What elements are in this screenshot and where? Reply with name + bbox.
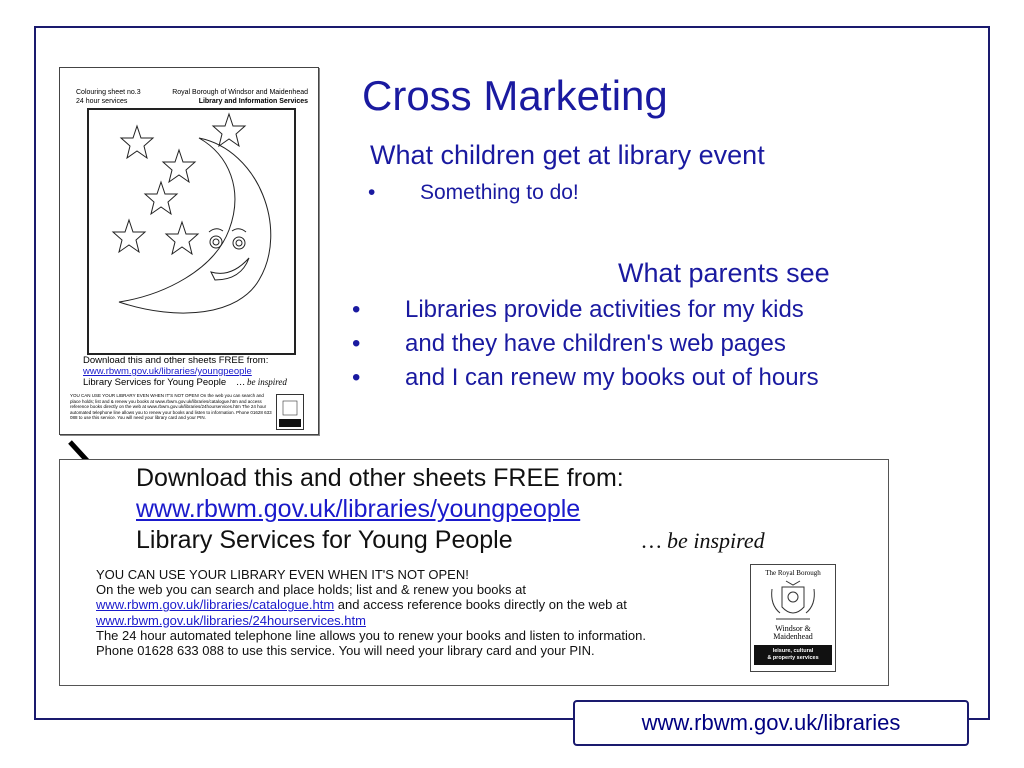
sheet-download-block xyxy=(83,355,287,388)
seal-name-2: Maidenhead xyxy=(773,632,813,641)
star-shape xyxy=(121,126,153,158)
sheet-header-right xyxy=(172,88,308,106)
moon-shape xyxy=(119,138,271,313)
borough-seal-logo xyxy=(750,564,836,672)
panel-line-2: On the web you can search and place holds; list and & renew you books at xyxy=(96,582,526,598)
seal-top-text: The Royal Borough xyxy=(765,569,821,577)
footer-url-box xyxy=(573,700,969,746)
panel-line-6: Phone 01628 633 088 to use this service. You will need your library card and your PIN. xyxy=(96,643,595,659)
slide-title: Cross Marketing xyxy=(362,72,668,119)
panel-line-1: YOU CAN USE YOUR LIBRARY EVEN WHEN IT'S NOT OPEN! xyxy=(96,567,469,582)
sheet-url-link[interactable]: www.rbwm.gov.uk/libraries/youngpeople xyxy=(83,366,252,377)
panel-download-text: Download this and other sheets FREE from: xyxy=(136,464,624,492)
panel-line-3-rest: and access reference books directly on the web at xyxy=(334,597,627,613)
sheet-services-line xyxy=(83,377,287,388)
crest-icon xyxy=(768,579,818,625)
star-shape xyxy=(145,182,177,214)
bullet-dot: • xyxy=(352,330,361,357)
sheet-seal-logo xyxy=(276,394,304,430)
sheet-small-print: YOU CAN USE YOUR LIBRARY EVEN WHEN IT'S NOT OPEN! On the web you can search and place holds; list and & renew you books at www.rbwm.gov.uk/libraries/catalogue.htm and access reference books directly on the web at www.rbwm.gov.uk/libraries/24hourservices.htm The 24 hour automated telephone line allows you to renew your books and listen to information. Phone 01628 633 088 to use this service. You will need your library card and your PIN. xyxy=(70,393,272,421)
panel-line-5: The 24 hour automated telephone line allows you to renew your books and listen to information. xyxy=(96,627,646,643)
children-bullet xyxy=(368,181,579,205)
panel-inspired-text: … be inspired xyxy=(642,528,765,553)
children-bullet-text: Something to do! xyxy=(420,181,579,204)
seal-band-1: leisure, cultural xyxy=(772,648,814,654)
seal-name xyxy=(751,625,835,641)
colouring-sheet-thumbnail xyxy=(59,67,319,435)
sheet-services-text: Library Services for Young People xyxy=(83,377,227,388)
catalogue-link[interactable]: www.rbwm.gov.uk/libraries/catalogue.htm xyxy=(96,597,335,613)
moon-stars-drawing xyxy=(87,108,296,355)
sheet-header-right-1: Royal Borough of Windsor and Maidenhead xyxy=(172,89,308,96)
parents-heading: What parents see xyxy=(618,258,830,288)
star-shape xyxy=(113,220,145,252)
download-info-panel xyxy=(59,459,889,686)
panel-url-link[interactable]: www.rbwm.gov.uk/libraries/youngpeople xyxy=(136,495,581,523)
sheet-header-right-2: Library and Information Services xyxy=(198,98,308,105)
bullet-dot: • xyxy=(368,181,376,204)
sheet-download-text: Download this and other sheets FREE from: xyxy=(83,355,269,366)
sheet-header xyxy=(76,88,308,106)
parents-bullet xyxy=(352,364,819,398)
children-heading: What children get at library event xyxy=(370,140,765,170)
parents-bullet-list xyxy=(352,296,819,398)
panel-small-print xyxy=(96,567,646,658)
parents-bullet-text: and they have children's web pages xyxy=(405,330,786,357)
parents-bullet-text: Libraries provide activities for my kids xyxy=(405,296,804,323)
bullet-dot: • xyxy=(352,296,361,323)
seal-band xyxy=(754,645,832,665)
parents-bullet-text: and I can renew my books out of hours xyxy=(405,364,819,391)
sheet-header-left-2: 24 hour services xyxy=(76,98,128,105)
footer-url-link[interactable]: www.rbwm.gov.uk/libraries xyxy=(641,710,901,735)
panel-services-text: Library Services for Young People xyxy=(136,526,513,554)
sheet-inspired-text: … be inspired xyxy=(236,377,287,387)
seal-name-1: Windsor & xyxy=(775,624,811,633)
moon-stars-illustration xyxy=(89,110,294,353)
seal-band-2: & property services xyxy=(767,654,819,661)
parents-bullet xyxy=(352,330,819,364)
panel-line-3 xyxy=(96,597,646,612)
crest-icon xyxy=(277,395,303,429)
sheet-header-left-1: Colouring sheet no.3 xyxy=(76,89,141,96)
star-shape xyxy=(213,114,245,146)
star-shape xyxy=(163,150,195,182)
24hour-services-link[interactable]: www.rbwm.gov.uk/libraries/24hourservices.htm xyxy=(96,612,366,628)
parents-bullet xyxy=(352,296,819,330)
bullet-dot: • xyxy=(352,364,361,391)
star-shape xyxy=(166,222,198,254)
